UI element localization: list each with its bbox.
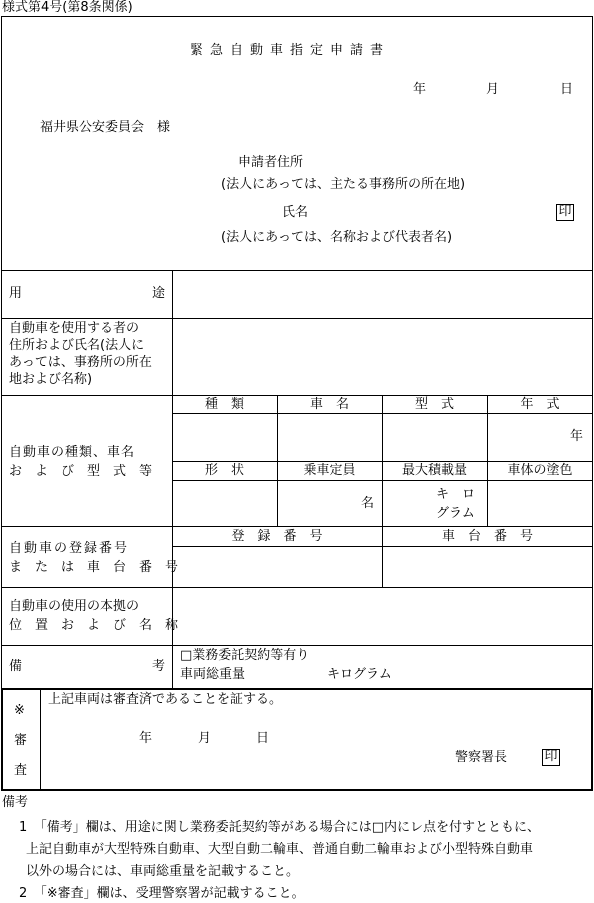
note-item: 1 「備考」欄は、用途に関し業務委託契約等がある場合には□内にレ点を付すとともに、: [19, 820, 541, 835]
date-day: 日: [560, 82, 574, 97]
frame-left: [1, 16, 2, 690]
header-registration-number: 登 録 番 号: [231, 529, 323, 544]
base-location-field[interactable]: [173, 588, 592, 645]
police-chief-label: 警察署長: [455, 750, 508, 765]
header-body-color: 車体の塗色: [507, 463, 573, 478]
total-weight-unit: キログラム: [327, 667, 392, 682]
review-frame-top: [1, 688, 593, 690]
review-frame-bottom: [1, 789, 593, 791]
header-type: 種 類: [204, 397, 244, 412]
addressee: 福井県公安委員会 様: [40, 120, 171, 135]
review-certification-text: 上記車両は審査済であることを証する。: [48, 692, 283, 707]
load-unit-line2: グラム: [436, 506, 475, 521]
user-label-line: 自動車を使用する者の: [9, 321, 140, 336]
vehicle-type-label-line: お よ び 型 式 等: [9, 464, 153, 479]
registration-label-line: 自動車の登録番号: [9, 541, 130, 556]
header-chassis-number: 車 台 番 号: [441, 529, 533, 544]
capacity-field[interactable]: [278, 481, 358, 526]
form-number-label: 様式第4号(第8条関係): [2, 0, 133, 15]
review-date-month: 月: [198, 731, 212, 746]
review-frame-right: [591, 688, 593, 791]
base-location-label: [9, 597, 178, 635]
header-max-load: 最大積載量: [401, 463, 467, 478]
chassis-number-field[interactable]: [383, 547, 592, 587]
model-year-field[interactable]: [488, 414, 568, 461]
row-line: [1, 395, 593, 396]
applicant-name-note: (法人にあっては、名称および代表者名): [221, 230, 453, 245]
note-item: 以外の場合には、車両総重量を記載すること。: [26, 864, 300, 879]
note-item: 上記自動車が大型特殊自動車、大型自動二輪車、普通自動二輪車および小型特殊自動車: [26, 842, 534, 857]
car-name-field[interactable]: [278, 414, 382, 461]
shape-field[interactable]: [173, 481, 277, 526]
user-label-line: 地および名称): [9, 372, 93, 387]
note-item: 2 「※審査」欄は、受理警察署が記載すること。: [19, 886, 305, 901]
applicant-name-label: 氏名: [282, 205, 309, 220]
review-date-day: 日: [256, 731, 270, 746]
base-location-label-line: 位 置 お よ び 名 称: [9, 618, 179, 633]
model-year-unit: 年: [570, 429, 584, 444]
header-shape: 形 状: [204, 463, 244, 478]
header-capacity: 乗車定員: [303, 463, 356, 478]
user-label-line: あっては、事務所の所在: [9, 355, 152, 370]
purpose-label: 用 途: [9, 286, 166, 301]
applicant-seal-mark: 印: [556, 204, 574, 221]
body-color-field[interactable]: [488, 481, 592, 526]
max-load-field[interactable]: [383, 481, 433, 526]
notes-title: 備考: [2, 795, 29, 810]
model-field[interactable]: [383, 414, 487, 461]
review-mark: ※: [14, 703, 25, 718]
review-label-char: 査: [14, 763, 28, 778]
purpose-field[interactable]: [173, 271, 592, 318]
vehicle-type-label: [9, 443, 152, 481]
capacity-unit: 名: [361, 496, 375, 511]
frame-right: [592, 16, 593, 690]
header-model: 型 式: [414, 397, 454, 412]
total-weight-label: 車両総重量: [180, 667, 246, 682]
row-line: [1, 526, 593, 527]
user-label: [9, 320, 152, 388]
header-car-name: 車 名: [309, 397, 349, 412]
type-field[interactable]: [173, 414, 277, 461]
base-location-label-line: 自動車の使用の本拠の: [9, 599, 140, 614]
frame-top: [1, 16, 593, 17]
registration-number-field[interactable]: [173, 547, 382, 587]
vehicle-type-label-line: 自動車の種類、車名: [9, 445, 136, 460]
registration-label: [9, 539, 178, 577]
business-contract-checkbox[interactable]: □業務委託契約等有り: [180, 648, 310, 663]
date-year: 年: [413, 82, 427, 97]
date-month: 月: [486, 82, 500, 97]
review-label-divider: [40, 689, 41, 790]
review-frame-left: [1, 688, 3, 791]
registration-label-line: ま た は 車 台 番 号: [9, 560, 179, 575]
load-unit-line1: キ ロ: [436, 487, 476, 502]
user-label-line: 住所および氏名(法人に: [9, 338, 145, 353]
review-label-char: 審: [14, 733, 28, 748]
header-model-year: 年 式: [520, 397, 560, 412]
review-date-year: 年: [139, 731, 153, 746]
row-line: [1, 645, 593, 646]
user-field[interactable]: [173, 319, 592, 395]
document-title: 緊急自動車指定申請書: [190, 43, 391, 58]
applicant-address-label: 申請者住所: [238, 155, 304, 170]
applicant-address-note: (法人にあっては、主たる事務所の所在地): [221, 177, 466, 192]
remarks-label: 備 考: [9, 659, 166, 674]
police-chief-seal-mark: 印: [542, 749, 560, 766]
